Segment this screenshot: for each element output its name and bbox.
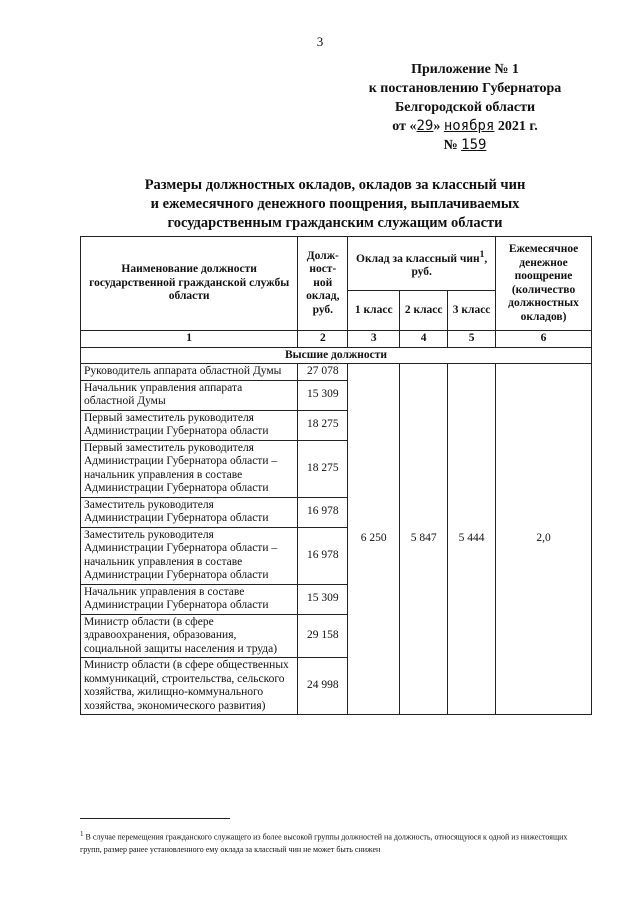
- header-class-group-label: Оклад за классный чин: [356, 252, 480, 265]
- header-class-2: 2 класс: [400, 291, 448, 331]
- footnote-marker: 1: [80, 830, 84, 838]
- position-name: Заместитель руководителя Администрации Губернатора области: [81, 497, 298, 527]
- appendix-number: [340, 136, 590, 155]
- appendix-decree: к постановлению Губернатора: [368, 81, 562, 96]
- position-name: Первый заместитель руководителя Администрации Губернатора области: [81, 410, 298, 440]
- column-number: 2: [298, 331, 348, 348]
- salary-value: 18 275: [298, 440, 348, 497]
- footnote-text: В случае перемещения гражданского служащего из более высокой группы должностей на должность, относящуюся к одной из нижестоящих групп, размер ранее установленного ему оклада за классный чин не может быть снижен: [80, 832, 568, 854]
- position-name: Первый заместитель руководителя Администрации Губернатора области – начальник управления в составе Администрации Губернатора области: [81, 440, 298, 497]
- header-class-1: 1 класс: [348, 291, 400, 331]
- salary-value: 27 078: [298, 364, 348, 381]
- position-name: Руководитель аппарата областной Думы: [81, 364, 298, 381]
- table-row: [81, 364, 592, 381]
- column-number: 5: [448, 331, 496, 348]
- footnote-divider: [80, 818, 230, 819]
- document-title: [100, 176, 570, 233]
- title-line-2: и ежемесячного денежного поощрения, выплачиваемых: [150, 196, 520, 212]
- class-3-value: 5 444: [448, 364, 496, 715]
- salary-value: 15 309: [298, 380, 348, 410]
- class-1-value: 6 250: [348, 364, 400, 715]
- section-row: [81, 347, 592, 364]
- appendix-title: Приложение № 1: [411, 62, 519, 77]
- header-bonus: Ежемесячное денежное поощрение (количество должностных окладов): [496, 237, 592, 331]
- date-year: 2021 г.: [497, 119, 538, 134]
- column-number: 6: [496, 331, 592, 348]
- date-prefix: от «: [392, 119, 417, 134]
- salary-value: 15 309: [298, 584, 348, 614]
- column-number: 1: [81, 331, 298, 348]
- position-name: Министр области (в сфере общественных коммуникаций, строительства, сельского хозяйства, жилищно-коммунального хозяйства, экономического развития): [81, 658, 298, 715]
- section-title: Высшие должности: [81, 347, 592, 364]
- date-mid: »: [433, 119, 441, 134]
- salary-value: 16 978: [298, 527, 348, 584]
- position-name: Начальник управления аппарата областной Думы: [81, 380, 298, 410]
- column-number: 3: [348, 331, 400, 348]
- salary-value: 29 158: [298, 614, 348, 658]
- appendix-region: Белгородской области: [394, 100, 536, 115]
- title-line-1: Размеры должностных окладов, окладов за классный чин: [144, 177, 526, 193]
- salary-table: [80, 236, 592, 715]
- header-position-name: Наименование должности государственной гражданской службы области: [81, 237, 298, 331]
- appendix-block: [340, 60, 590, 155]
- header-class-group: [348, 237, 496, 291]
- column-numbers-row: [81, 331, 592, 348]
- position-name: Заместитель руководителя Администрации Губернатора области – начальник управления в составе Администрации Губернатора области: [81, 527, 298, 584]
- date-month: ноября: [443, 118, 495, 134]
- footnote: [80, 828, 580, 856]
- column-number: 4: [400, 331, 448, 348]
- header-salary: Долж-ност-ной оклад, руб.: [298, 237, 348, 331]
- position-name: Начальник управления в составе Администрации Губернатора области: [81, 584, 298, 614]
- salary-value: 16 978: [298, 497, 348, 527]
- number-prefix: №: [443, 138, 458, 153]
- position-name: Министр области (в сфере здравоохранения, образования, социальной защиты населения и труда): [81, 614, 298, 658]
- footnote-ref: 1: [479, 248, 485, 260]
- appendix-date: [340, 117, 590, 136]
- class-2-value: 5 847: [400, 364, 448, 715]
- bonus-value: 2,0: [496, 364, 592, 715]
- header-class-3: 3 класс: [448, 291, 496, 331]
- title-line-3: государственным гражданским служащим области: [167, 215, 503, 231]
- page-number: 3: [316, 34, 324, 49]
- salary-value: 18 275: [298, 410, 348, 440]
- date-day: 29: [416, 118, 434, 134]
- header-class-group-unit: , руб.: [411, 252, 488, 278]
- salary-value: 24 998: [298, 658, 348, 715]
- number-value: 159: [461, 137, 487, 153]
